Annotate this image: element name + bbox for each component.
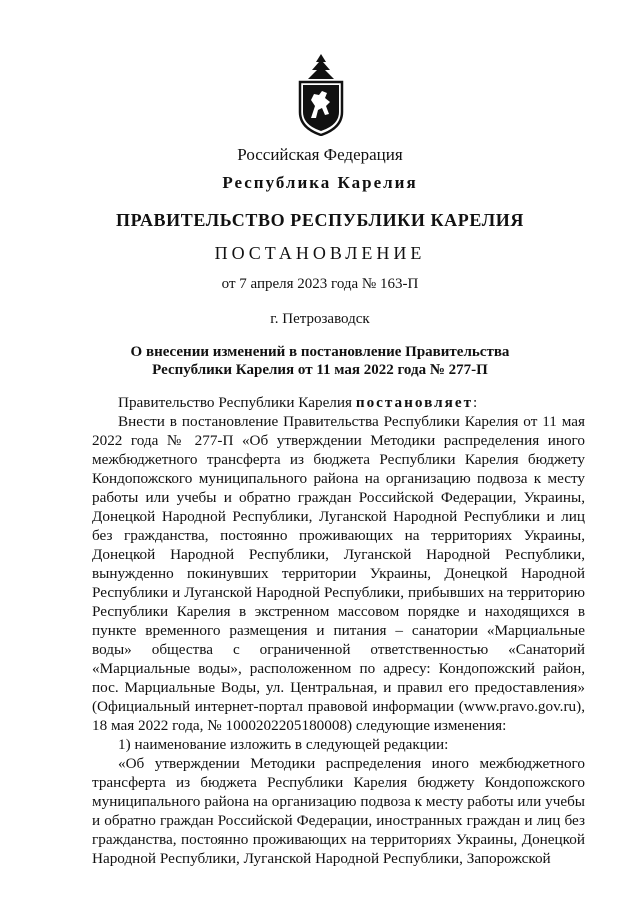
subject-line-1: О внесении изменений в постановление Правительства [130, 344, 510, 360]
document-city: г. Петрозаводск [270, 311, 370, 327]
paragraph-2: 1) наименование изложить в следующей редакции: [118, 736, 449, 753]
republic-name: Республика Карелия [222, 173, 418, 192]
preamble-keyword: постановляет [355, 394, 474, 411]
preamble-text: Правительство Республики Карелия [118, 394, 356, 411]
karelia-coat-of-arms-icon [296, 54, 346, 136]
document-body [92, 393, 585, 868]
document-type: ПОСТАНОВЛЕНИЕ [214, 243, 426, 263]
preamble-colon: : [473, 394, 478, 411]
government-title: ПРАВИТЕЛЬСТВО РЕСПУБЛИКИ КАРЕЛИЯ [116, 210, 524, 230]
document-date-number: от 7 апреля 2023 года № 163-П [221, 276, 419, 292]
document-subject [0, 343, 640, 379]
preamble [92, 393, 585, 412]
country-name: Российская Федерация [237, 145, 403, 164]
subject-line-2: Республики Карелия от 11 мая 2022 года № 277-П [152, 362, 488, 378]
paragraph-3: «Об утверждении Методики распределения иного межбюджетного трансферта из бюджета Республики Карелия бюджету Кондопожского муниципального района на организацию подвоза к месту работы или учебы и обратно граждан Российской Федерации, иностранных граждан и лиц без гражданства, постоянно проживающих на территориях Украины, Донецкой Народной Республики, Луганской Народной Республики, Запорожской [92, 755, 585, 867]
paragraph-1: Внести в постановление Правительства Республики Карелия от 11 мая 2022 года № 277-П «Об утверждении Методики распределения иного межбюджетного трансферта из бюджета Республики Карелия бюджету Кондопожского муниципального района на организацию подвоза к месту работы или учебы и обратно граждан Российской Федерации, Украины, Донецкой Народной Республики, Луганской Народной Республики и лиц без гражданства, постоянно проживающих на территориях Украины, Донецкой Народной Республики, Луганской Народной Республики, вынужденно покинувших территории Украины, Донецкой Народной Республики и Луганской Народной Республики, прибывших на территорию Республики Карелия в экстренном массовом порядке и находящихся в пункте временного размещения и питания – санатории «Марциальные воды» общества с ограниченной ответственностью «Санаторий «Марциальные воды», расположенном по адресу: Кондопожский район, пос. Марциальные Воды, ул. Центральная, и правил его предоставления» (Официальный интернет-портал правовой информации (www.pravo.gov.ru), 18 мая 2022 года, № 1000202205180008) следующие изменения: [92, 413, 585, 734]
